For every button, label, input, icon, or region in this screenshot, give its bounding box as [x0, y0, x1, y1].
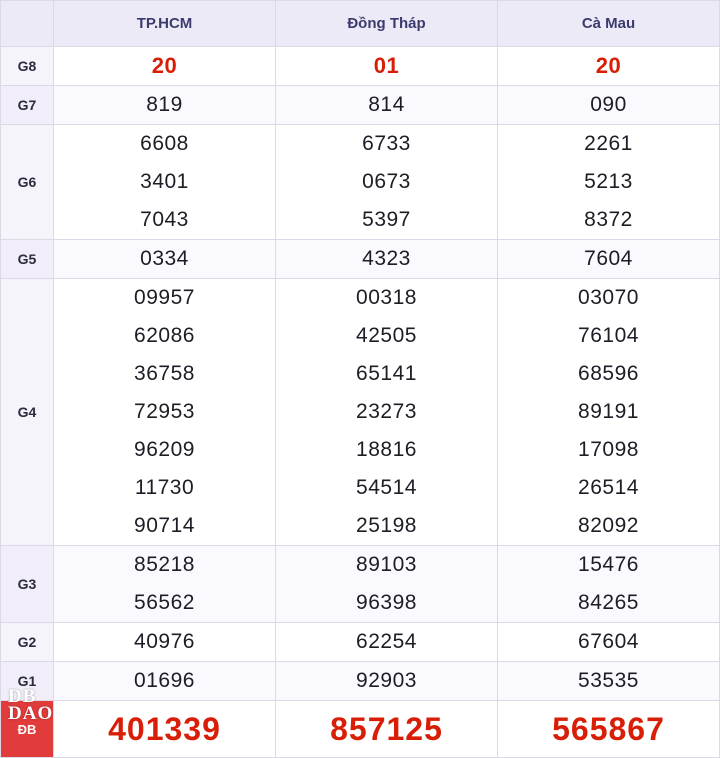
result-db-dongthap: 857125 [276, 701, 498, 758]
prize-label-g6: G6 [1, 125, 54, 240]
result-g4-tphcm [54, 279, 276, 546]
table-header-row [1, 1, 720, 47]
result-g8-camau: 20 [498, 47, 720, 86]
watermark-line-2: DAO [8, 703, 54, 724]
result-g3-dongthap [276, 546, 498, 623]
result-line: 09957 [134, 286, 195, 309]
result-g5-camau: 7604 [498, 240, 720, 279]
result-g3-tphcm [54, 546, 276, 623]
table-row [1, 279, 720, 546]
result-line: 18816 [356, 438, 417, 461]
result-line: 36758 [134, 362, 195, 385]
result-line: 65141 [356, 362, 417, 385]
prize-label-g4: G4 [1, 279, 54, 546]
result-line: 7043 [140, 208, 189, 231]
result-line: 68596 [578, 362, 639, 385]
result-line: 89103 [356, 553, 417, 576]
table-row [1, 125, 720, 240]
result-g1-tphcm: 01696 [54, 662, 276, 701]
result-line: 2261 [584, 132, 633, 155]
result-line: 72953 [134, 400, 195, 423]
result-g5-dongthap: 4323 [276, 240, 498, 279]
table-row [1, 701, 720, 758]
prize-label-g7: G7 [1, 86, 54, 125]
table-body [1, 47, 720, 758]
result-g2-tphcm: 40976 [54, 623, 276, 662]
result-line: 82092 [578, 514, 639, 537]
prize-label-g5: G5 [1, 240, 54, 279]
result-line: 96398 [356, 591, 417, 614]
table-row [1, 662, 720, 701]
column-header-camau: Cà Mau [498, 1, 720, 47]
result-line: 25198 [356, 514, 417, 537]
result-g2-camau: 67604 [498, 623, 720, 662]
result-line: 90714 [134, 514, 195, 537]
result-db-camau: 565867 [498, 701, 720, 758]
result-line: 3401 [140, 170, 189, 193]
result-line: 96209 [134, 438, 195, 461]
result-g4-dongthap [276, 279, 498, 546]
result-g6-dongthap [276, 125, 498, 240]
result-g1-camau: 53535 [498, 662, 720, 701]
result-g4-camau [498, 279, 720, 546]
prize-label-g2: G2 [1, 623, 54, 662]
result-line: 11730 [134, 476, 195, 499]
table-row [1, 546, 720, 623]
table-row [1, 47, 720, 86]
result-line: 15476 [578, 553, 639, 576]
table-row [1, 623, 720, 662]
result-g7-camau: 090 [498, 86, 720, 125]
result-line: 8372 [584, 208, 633, 231]
result-line: 17098 [578, 438, 639, 461]
result-line: 54514 [356, 476, 417, 499]
result-db-tphcm: 401339 [54, 701, 276, 758]
result-line: 00318 [356, 286, 417, 309]
result-line: 23273 [356, 400, 417, 423]
table-row [1, 240, 720, 279]
result-line: 5213 [584, 170, 633, 193]
watermark-line-1: DB [8, 686, 37, 707]
prize-label-db: ĐB [1, 701, 54, 758]
result-line: 6733 [362, 132, 411, 155]
result-line: 76104 [578, 324, 639, 347]
result-line: 0673 [362, 170, 411, 193]
result-line: 89191 [578, 400, 639, 423]
result-line: 03070 [578, 286, 639, 309]
column-header-tphcm: TP.HCM [54, 1, 276, 47]
header-corner [1, 1, 54, 47]
result-g6-tphcm [54, 125, 276, 240]
result-g3-camau [498, 546, 720, 623]
result-line: 26514 [578, 476, 639, 499]
result-line: 62086 [134, 324, 195, 347]
result-g8-dongthap: 01 [276, 47, 498, 86]
table-row [1, 86, 720, 125]
column-header-dongthap: Đồng Tháp [276, 1, 498, 47]
result-g7-dongthap: 814 [276, 86, 498, 125]
prize-label-g1: G1 [1, 662, 54, 701]
result-line: 56562 [134, 591, 195, 614]
prize-label-g8: G8 [1, 47, 54, 86]
result-line: 85218 [134, 553, 195, 576]
result-line: 84265 [578, 591, 639, 614]
result-line: 42505 [356, 324, 417, 347]
result-g1-dongthap: 92903 [276, 662, 498, 701]
result-g2-dongthap: 62254 [276, 623, 498, 662]
table-header [1, 1, 720, 47]
result-g7-tphcm: 819 [54, 86, 276, 125]
result-line: 6608 [140, 132, 189, 155]
result-line: 5397 [362, 208, 411, 231]
result-g8-tphcm: 20 [54, 47, 276, 86]
prize-label-g3: G3 [1, 546, 54, 623]
result-g5-tphcm: 0334 [54, 240, 276, 279]
result-g6-camau [498, 125, 720, 240]
